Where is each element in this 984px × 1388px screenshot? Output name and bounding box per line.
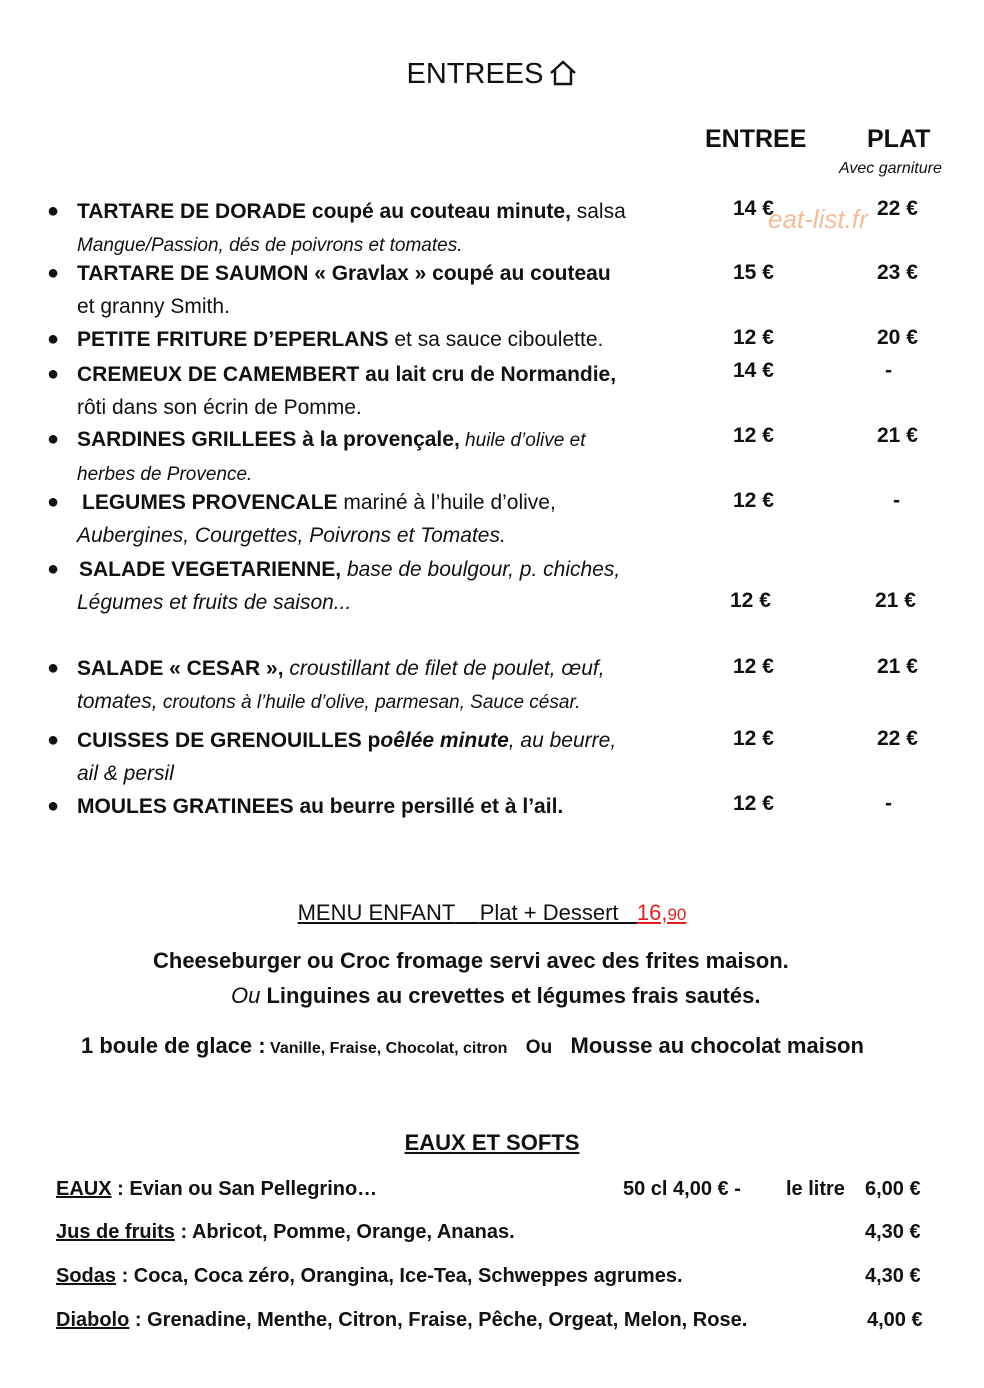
menu-item: ● TARTARE DE DORADE coupé au couteau minute, salsa Mangue/Passion, dés de poivrons et tomates. <box>55 195 695 262</box>
bullet: ● <box>47 328 60 350</box>
plat-price: 22 € <box>877 727 918 750</box>
entree-price: 14 € <box>733 197 774 220</box>
column-header-entree: ENTREE <box>705 125 807 153</box>
plat-price: - <box>885 359 892 382</box>
bullet: ● <box>47 200 60 222</box>
drink-row: Jus de fruits : Abricot, Pomme, Orange, Ananas. <box>56 1221 515 1243</box>
plat-note: Avec garniture <box>839 160 942 177</box>
entree-price: 12 € <box>733 727 774 750</box>
entree-price: 12 € <box>733 655 774 678</box>
menu-item: ● CREMEUX DE CAMEMBERT au lait cru de Normandie, rôti dans son écrin de Pomme. <box>55 358 695 424</box>
menu-item: ● SALADE « CESAR », croustillant de filet de poulet, œuf, tomates, croutons à l’huile d’olive, parmesan, Sauce césar. <box>55 652 695 719</box>
plat-price: 21 € <box>877 424 918 447</box>
menu-item: ● CUISSES DE GRENOUILLES poêlée minute, au beurre, ail & persil <box>55 724 695 790</box>
plat-price: - <box>885 792 892 815</box>
drink-litre-label: le litre <box>786 1178 845 1200</box>
drink-price: 4,30 € <box>865 1265 921 1287</box>
bullet: ● <box>47 491 60 513</box>
entree-price: 14 € <box>733 359 774 382</box>
entree-price: 12 € <box>733 792 774 815</box>
column-header-plat: PLAT <box>867 125 931 153</box>
drink-price: 4,30 € <box>865 1221 921 1243</box>
menu-item: ● SALADE VEGETARIENNE, base de boulgour, p. chiches, Légumes et fruits de saison... <box>55 553 695 619</box>
plat-price: 21 € <box>877 655 918 678</box>
plat-price: 21 € <box>875 589 916 612</box>
bullet: ● <box>47 729 60 751</box>
plat-price: - <box>893 489 900 512</box>
home-icon <box>549 60 577 86</box>
bullet: ● <box>47 657 60 679</box>
plat-price: 20 € <box>877 326 918 349</box>
plat-price: 23 € <box>877 261 918 284</box>
kids-menu-price: 16,90 <box>636 900 687 925</box>
drink-price: 4,00 € <box>867 1309 923 1331</box>
entree-price: 15 € <box>733 261 774 284</box>
bullet: ● <box>47 558 60 580</box>
entree-price: 12 € <box>733 424 774 447</box>
watermark: eat-list.fr <box>768 204 868 234</box>
drink-price: 6,00 € <box>865 1178 921 1200</box>
entree-price: 12 € <box>733 489 774 512</box>
menu-item: ● LEGUMES PROVENCALE mariné à l’huile d’olive, Aubergines, Courgettes, Poivrons et Tomates. <box>55 486 695 552</box>
bullet: ● <box>47 795 60 817</box>
entree-price: 12 € <box>733 326 774 349</box>
drink-row: Diabolo : Grenadine, Menthe, Citron, Fraise, Pêche, Orgeat, Melon, Rose. <box>56 1309 748 1331</box>
bullet: ● <box>47 428 60 450</box>
kids-menu-dessert: 1 boule de glace : Vanille, Fraise, Chocolat, citron Ou Mousse au chocolat maison <box>81 1033 864 1058</box>
page-title: ENTREES <box>0 58 984 91</box>
menu-item: ● PETITE FRITURE D’EPERLANS et sa sauce ciboulette. <box>55 323 695 356</box>
drinks-title: EAUX ET SOFTS <box>404 1130 580 1155</box>
drink-price-50cl: 50 cl 4,00 € - <box>623 1178 741 1200</box>
bullet: ● <box>47 262 60 284</box>
kids-menu-header: MENU ENFANT Plat + Dessert 16,90 <box>297 900 687 925</box>
bullet: ● <box>47 363 60 385</box>
plat-price: 22 € <box>877 197 918 220</box>
entree-price: 12 € <box>730 589 771 612</box>
menu-item: ● SARDINES GRILLEES à la provençale, huile d’olive et herbes de Provence. <box>55 423 695 491</box>
drink-row: EAUX : Evian ou San Pellegrino… <box>56 1178 378 1200</box>
menu-item: ● MOULES GRATINEES au beurre persillé et à l’ail. <box>55 790 695 823</box>
menu-item: ● TARTARE DE SAUMON « Gravlax » coupé au couteau et granny Smith. <box>55 257 695 323</box>
drink-row: Sodas : Coca, Coca zéro, Orangina, Ice-Tea, Schweppes agrumes. <box>56 1265 683 1287</box>
kids-menu-line2: Ou Linguines au crevettes et légumes frais sautés. <box>231 983 761 1008</box>
kids-menu-line1: Cheeseburger ou Croc fromage servi avec des frites maison. <box>153 948 789 973</box>
